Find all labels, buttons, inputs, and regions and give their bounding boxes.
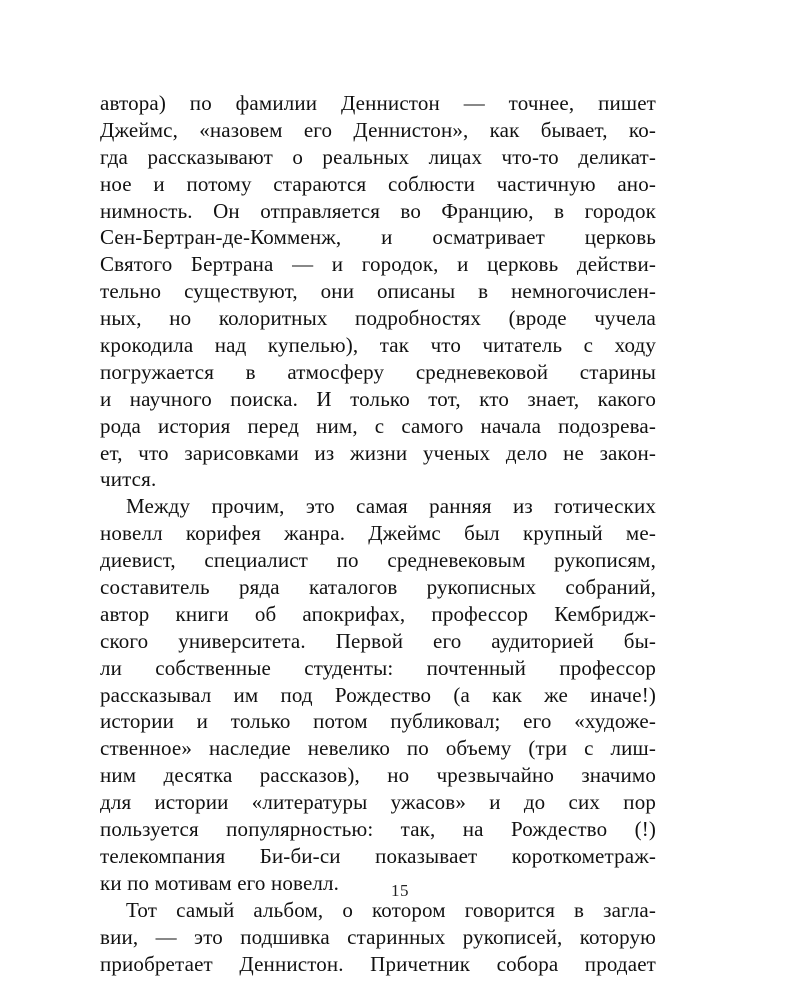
text-line: Сен-Бертран-де-Комменж, и осматривает церковь [100, 225, 656, 250]
text-line: новелл корифея жанра. Джеймс был крупный ме- [100, 521, 656, 546]
text-line: Тот самый альбом, о котором говорится в загла- [126, 897, 656, 922]
text-line: пользуется популярностью: так, на Рождество (!) [100, 817, 656, 842]
text-line: чится. [100, 467, 157, 492]
text-line: для истории «литературы ужасов» и до сих пор [100, 790, 656, 815]
text-line: автор книги об апокрифах, профессор Кембридж- [100, 601, 656, 626]
text-line: диевист, специалист по средневековым рукописям, [100, 548, 656, 573]
text-line: рассказывал им под Рождество (а как же иначе!) [100, 682, 656, 707]
text-line: ственное» наследие невелико по объему (три с лиш- [100, 736, 656, 761]
text-line: телекомпания Би-би-си показывает короткометраж- [100, 843, 656, 868]
text-line: погружается в атмосферу средневековой старины [100, 359, 656, 384]
text-line: ных, но колоритных подробностях (вроде чучела [100, 306, 656, 331]
text-line: Между прочим, это самая ранняя из готических [126, 494, 656, 519]
text-line: ное и потому стараются соблюсти частичную ано- [100, 171, 656, 196]
text-line: и научного поиска. И только тот, кто знает, какого [100, 386, 656, 411]
text-line: вии, — это подшивка старинных рукописей, которую [100, 924, 656, 949]
paragraph-2 [100, 493, 656, 896]
text-line: тельно существуют, они описаны в немногочислен- [100, 279, 656, 304]
text-line: гда рассказывают о реальных лицах что-то деликат- [100, 144, 656, 169]
page-number: 15 [391, 881, 409, 900]
text-line: Джеймс, «назовем его Деннистон», как бывает, ко- [100, 117, 656, 142]
text-line: приобретает Деннистон. Причетник собора продает [100, 951, 656, 976]
text-line: ет, что зарисовками из жизни ученых дело не закон- [100, 440, 656, 465]
text-line: ки по мотивам его новелл. [100, 870, 340, 895]
paragraph-3 [100, 897, 656, 978]
body-text [100, 90, 656, 977]
text-line: нимность. Он отправляется во Францию, в городок [100, 198, 656, 223]
text-line: крокодила над купелью), так что читатель с ходу [100, 333, 656, 358]
text-line: составитель ряда каталогов рукописных собраний, [100, 575, 656, 600]
text-line: автора) по фамилии Деннистон — точнее, пишет [100, 91, 656, 115]
text-line: ним десятка рассказов), но чрезвычайно значимо [100, 763, 656, 788]
text-line: истории и только потом публиковал; его «художе- [100, 709, 656, 734]
text-line: ли собственные студенты: почтенный профессор [100, 655, 656, 680]
paragraph-1 [100, 90, 656, 493]
text-line: Святого Бертрана — и городок, и церковь действи- [100, 252, 656, 277]
text-line: рода история перед ним, с самого начала подозрева- [100, 413, 656, 438]
text-line: ского университета. Первой его аудиторией бы- [100, 628, 656, 653]
